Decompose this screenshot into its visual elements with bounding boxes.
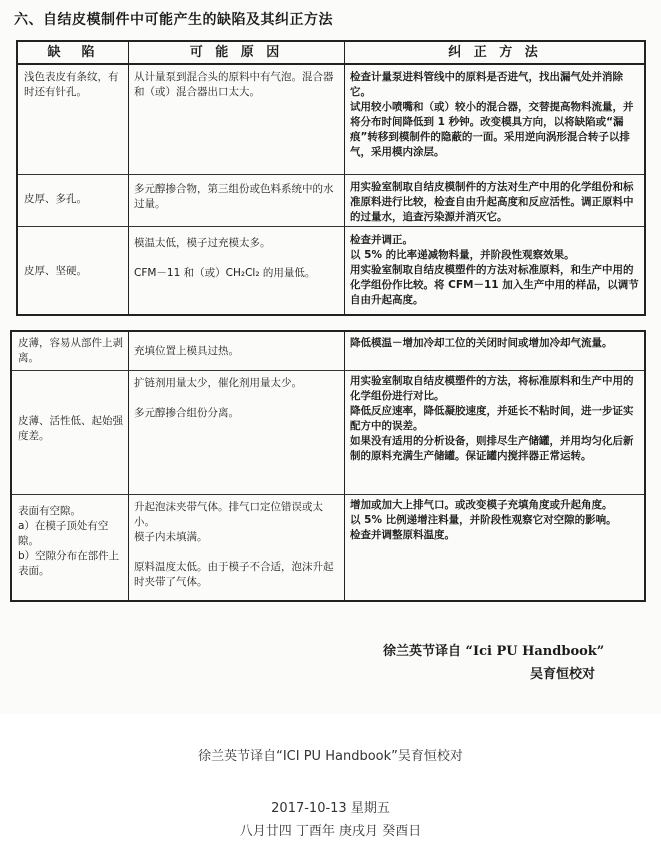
row3-cause: 模温太低，模子过充模太多。 CFM－11 和（或）CH₂Cl₂ 的用量低。 [134,237,316,279]
header-cause: 可 能 原 因 [189,45,284,60]
row4-cause: 充填位置上模具过热。 [134,345,239,357]
caption-date: 2017-10-13 星期五 [271,801,390,816]
row1-fix: 检查计量泵进料管线中的原料是否进气，找出漏气处并消除它。 试用较小喷嘴和（或）较小的混合器，交替提高物料流量，并将分布时间降低到 1 秒钟。改变模具方向，以将缺陷或“漏痕”转移到模制件的隐蔽的一面。采用逆向涡形混合转子以排气，采用模内涂层。 [350,71,634,158]
row4-fix: 降低模温－增加冷却工位的关闭时间或增加冷却气流量。 [350,337,613,349]
row5-fix: 用实验室制取自结皮模塑件的方法，将标准原料和生产中用的化学组份进行对比。 降低反应速率，降低凝胶速度，并延长不粘时间，进一步证实配方中的误差。 如果没有适用的分析设备，则排尽生产储罐，并用均匀化后新制的原料充满生产储罐。保证罐内搅拌器正常运转。 [350,375,634,462]
row3-fix: 检查并调正。 以 5% 的比率递减物料量，并阶段性观察效果。 用实验室制取自结皮模塑件的方法对标准原料，和生产中用的化学组份作比较。将 CFM－11 加入生产中用的样品，以调节自由升起高度。 [350,234,639,306]
caption-credit: 徐兰英节译自“ICI PU Handbook”吴育恒校对 [198,749,463,764]
proofreader-credit: 吴育恒校对 [530,667,596,682]
row2-defect: 皮厚、多孔。 [24,193,87,205]
row5-cause: 扩链剂用量太少，催化剂用量太少。 多元醇掺合组份分离。 [134,377,302,419]
row2-fix: 用实验室制取自结皮模制件的方法对生产中用的化学组份和标准原料进行比较，检查自由升起高度和反应活性。调正原料中的过量水，追查污染源并消灭它。 [350,181,634,223]
defect-table-upper [16,40,646,316]
row2-cause: 多元醇掺合物，第三组份或色料系统中的水过量。 [134,183,334,210]
section-title: 六、自结皮模制件中可能产生的缺陷及其纠正方法 [14,12,333,28]
header-defect: 缺 陷 [47,45,99,60]
header-fix: 纠 正 方 法 [448,45,542,60]
row6-cause: 升起泡沫夹带气体。排气口定位错误或太小。 模子内未填满。 原料温度太低。由于模子不合适，泡沫升起时夹带了气体。 [134,501,334,588]
row5-defect: 皮薄、活性低、起始强度差。 [18,415,123,442]
row1-cause: 从计量泵到混合头的原料中有气泡。混合器和（或）混合器出口太大。 [134,71,334,98]
defect-table-lower [10,330,646,602]
row1-defect: 浅色表皮有条纹，有时还有针孔。 [24,71,119,98]
row3-defect: 皮厚、坚硬。 [24,265,87,277]
caption-lunar: 八月廿四 丁酉年 庚戌月 癸酉日 [239,824,422,839]
row6-fix: 增加或加大上排气口。或改变模子充填角度或升起角度。 以 5% 比例递增注料量，并阶段性观察它对空隙的影响。 检查并调整原料温度。 [350,499,617,541]
translator-credit: 徐兰英节译自 “Ici PU Handbook” [383,644,605,659]
row6-defect: 表面有空隙。 a）在模子顶处有空隙。 b）空隙分布在部件上表面。 [18,505,120,577]
row4-defect: 皮薄，容易从部件上剥离。 [18,337,123,364]
